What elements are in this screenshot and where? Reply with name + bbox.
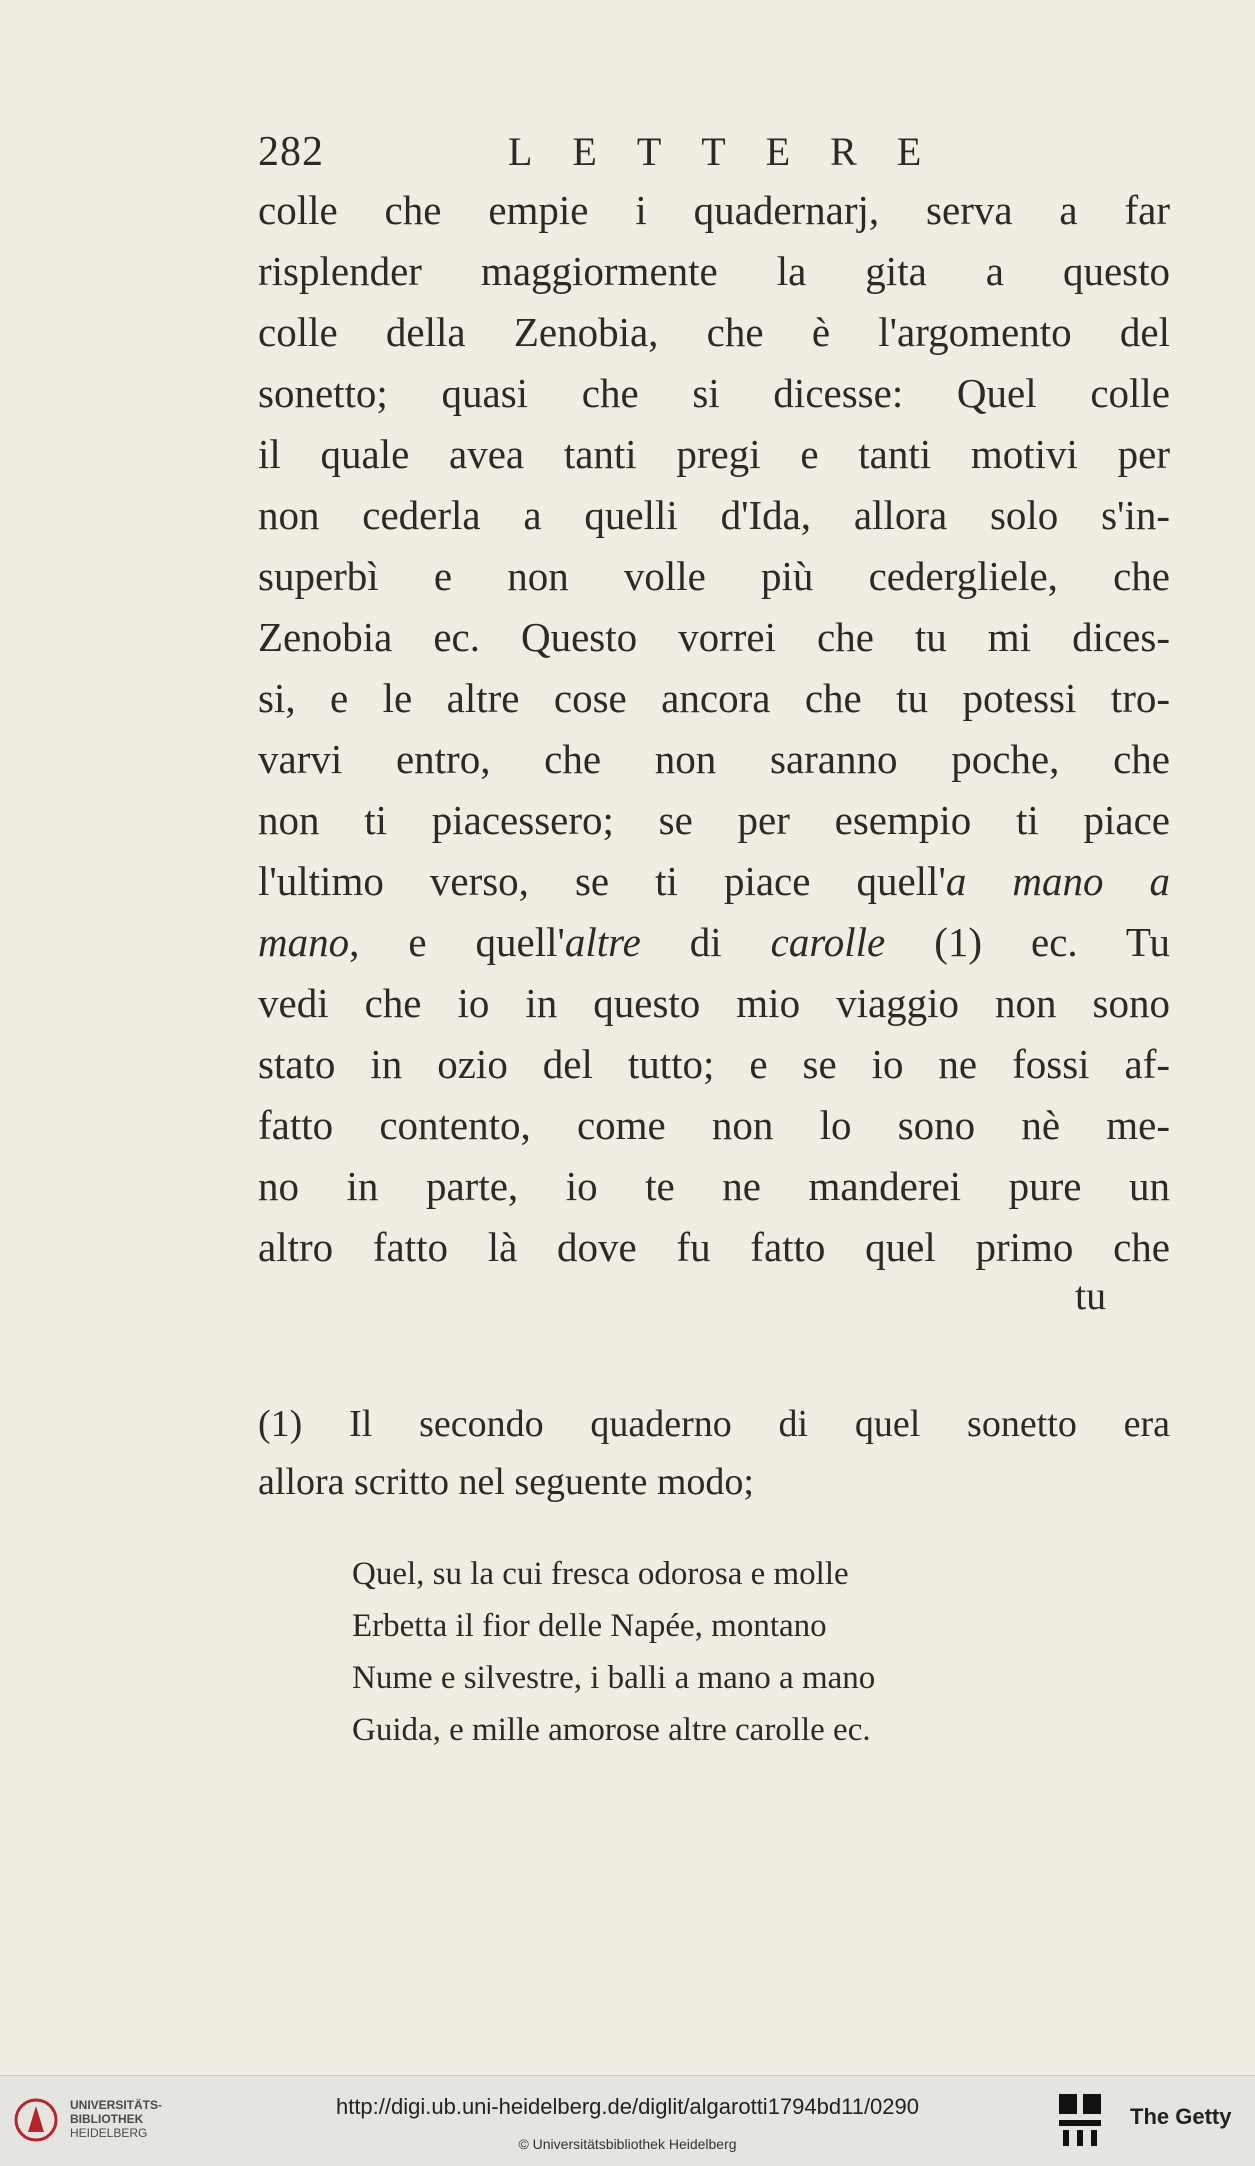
text-segment: di	[640, 919, 771, 965]
catchword: tu	[1075, 1273, 1107, 1318]
page-header	[258, 128, 1178, 178]
text-line: risplender maggiormente la gita a questo	[258, 248, 1170, 294]
italic-segment: altre	[564, 919, 641, 965]
text-line: varvi entro, che non saranno poche, che	[258, 736, 1170, 782]
getty-logo-icon	[1057, 2092, 1105, 2148]
quoted-verse	[352, 1548, 1112, 1756]
permalink-url[interactable]: http://digi.ub.uni-heidelberg.de/diglit/algarotti1794bd11/0290	[335, 2094, 920, 2119]
page-number: 282	[258, 129, 324, 175]
verse-line: Nume e silvestre, i balli a mano a mano	[352, 1660, 876, 1696]
text-line: Zenobia ec. Questo vorrei che tu mi dices-	[258, 614, 1170, 660]
text-line: fatto contento, come non lo sono nè me-	[258, 1102, 1170, 1148]
text-line: non ti piacessero; se per esempio ti piace	[258, 797, 1170, 843]
text-line-with-italic	[258, 851, 1170, 912]
footnote-line: (1) Il secondo quaderno di quel sonetto era	[258, 1403, 1170, 1445]
partner-name: The Getty	[1130, 2104, 1232, 2129]
text-line: no in parte, io te ne manderei pure un	[258, 1163, 1170, 1209]
viewer-footer	[0, 2075, 1255, 2166]
text-line: superbì e non volle più cedergliele, che	[258, 553, 1170, 599]
italic-segment: carolle	[770, 919, 886, 965]
text-segment: , e quell'	[349, 919, 565, 965]
italic-segment: mano	[258, 919, 350, 965]
text-line: il quale avea tanti pregi e tanti motivi per	[258, 431, 1170, 477]
verse-line: Guida, e mille amorose altre carolle ec.	[352, 1712, 871, 1748]
text-line: stato in ozio del tutto; e se io ne fossi af-	[258, 1041, 1170, 1087]
copyright-notice: © Universitätsbibliothek Heidelberg	[518, 2136, 737, 2152]
footnote	[258, 1395, 1170, 1511]
italic-segment: a mano a	[945, 858, 1171, 904]
text-line: si, e le altre cose ancora che tu potessi tro-	[258, 675, 1170, 721]
text-line: colle della Zenobia, che è l'argomento del	[258, 309, 1170, 355]
footnote-line: allora scritto nel seguente modo;	[258, 1461, 754, 1503]
text-line-with-italic	[258, 912, 1170, 973]
body-text	[258, 180, 1170, 1278]
text-segment: l'ultimo verso, se ti piace quell'	[258, 858, 946, 904]
institution-name: UNIVERSITÄTS- BIBLIOTHEK HEIDELBERG	[70, 2098, 163, 2140]
running-title: LETTERE	[508, 129, 962, 174]
text-line: sonetto; quasi che si dicesse: Quel colle	[258, 370, 1170, 416]
verse-line: Erbetta il fior delle Napée, montano	[352, 1608, 827, 1644]
text-line: colle che empie i quadernarj, serva a far	[258, 187, 1170, 233]
text-line: altro fatto là dove fu fatto quel primo che	[258, 1224, 1170, 1270]
text-line: vedi che io in questo mio viaggio non sono	[258, 980, 1170, 1026]
text-line: non cederla a quelli d'Ida, allora solo s'in-	[258, 492, 1170, 538]
verse-line: Quel, su la cui fresca odorosa e molle	[352, 1556, 849, 1592]
text-segment: (1) ec. Tu	[885, 919, 1170, 965]
